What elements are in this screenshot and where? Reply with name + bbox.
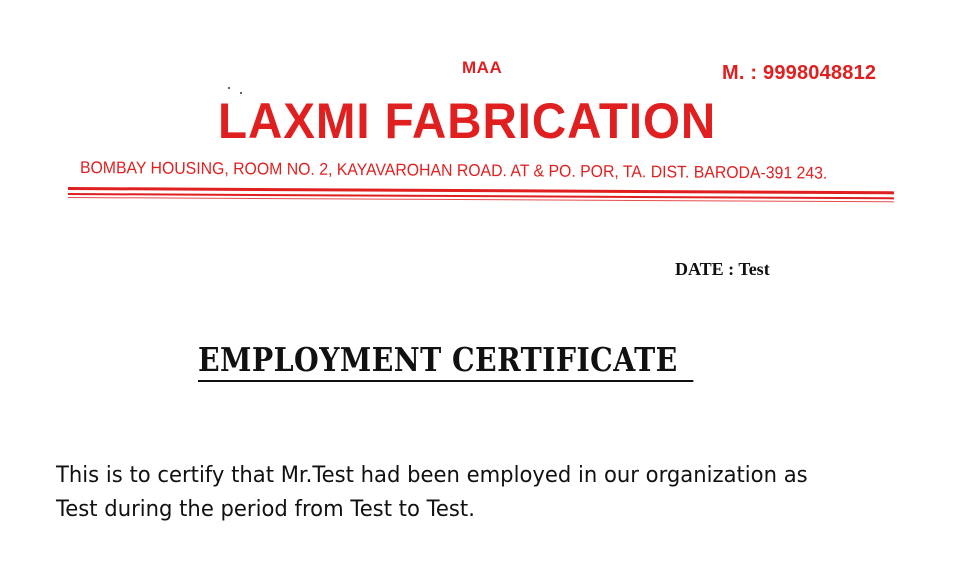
company-address: BOMBAY HOUSING, ROOM NO. 2, KAYAVAROHAN ROAD. AT & PO. POR, TA. DIST. BARODA-391 243. xyxy=(79,158,828,183)
certificate-title: EMPLOYMENT CERTIFICATE xyxy=(198,340,693,382)
letterhead-prefix: MAA xyxy=(462,58,503,77)
letterhead-mobile-number: M. : 9998048812 xyxy=(722,62,877,84)
paragraph-line: This is to certify that Mr.Test had been employed in our organization as xyxy=(56,463,808,488)
scan-speck xyxy=(228,87,230,89)
date-line: DATE : Test xyxy=(675,259,770,279)
company-name: LAXMI FABRICATION xyxy=(218,93,717,149)
paragraph-line: Test during the period from Test to Test. xyxy=(56,497,475,522)
